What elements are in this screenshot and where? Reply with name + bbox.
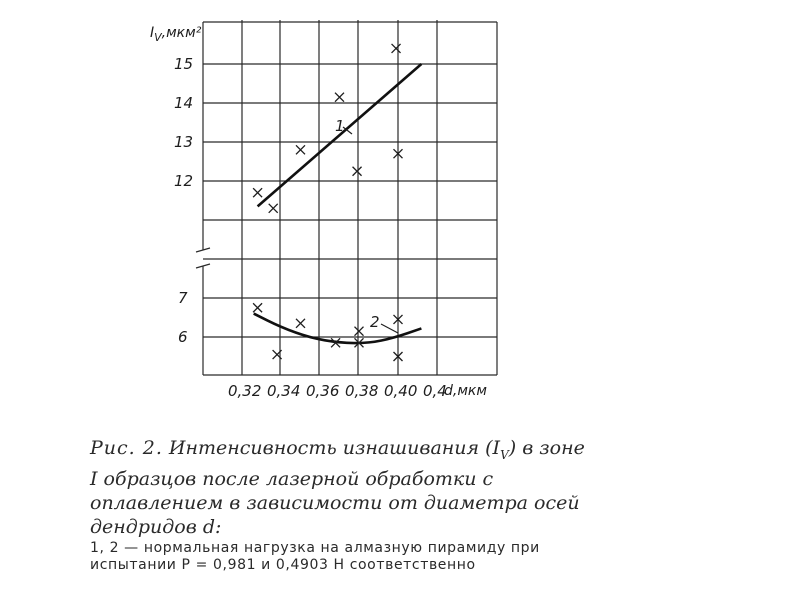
caption-text: Интенсивность изнашивания (I — [168, 437, 501, 459]
y-tick-label: 6 — [178, 328, 188, 346]
series-1-label: 1 — [335, 117, 345, 135]
x-tick-label: 0,40 — [384, 382, 418, 400]
data-point-marker — [335, 93, 344, 102]
data-point-marker — [269, 204, 278, 213]
series-2-leader — [381, 324, 398, 333]
caption-figure-number: Рис. 2. — [90, 437, 163, 459]
data-point-marker — [253, 303, 262, 312]
x-tick-label: 0,38 — [345, 382, 379, 400]
y-tick-label: 13 — [174, 133, 194, 151]
data-point-marker — [253, 188, 262, 197]
y-axis-label: $I_V,мкм^2$ — [150, 25, 202, 44]
y-tick-label: 7 — [178, 289, 188, 307]
series-2-label: 2 — [370, 313, 380, 331]
x-tick-label: 0,4 — [423, 382, 447, 400]
figure-caption-note: 1, 2 — нормальная нагрузка на алмазную пирамиду при испытании P = 0,981 и 0,4903 Н соответственно — [90, 540, 540, 573]
x-tick-label: 0,36 — [306, 382, 340, 400]
series-1-trend-line — [258, 64, 422, 206]
data-point-marker — [353, 167, 362, 176]
x-tick-label: 0,32 — [228, 382, 262, 400]
data-point-marker — [392, 44, 401, 53]
data-point-marker — [296, 145, 305, 154]
x-tick-label: 0,34 — [267, 382, 301, 400]
figure-caption — [90, 436, 590, 539]
y-tick-label: 15 — [174, 55, 194, 73]
x-axis-label: d,мкм — [444, 383, 487, 399]
chart-grid — [196, 20, 497, 375]
data-point-marker — [296, 319, 305, 328]
y-tick-label: 14 — [174, 94, 194, 112]
y-tick-labels — [174, 55, 193, 346]
caption-text-continued: ) в зоне I образцов после лазерной обработки с оплавлением в зависимости от диаметра осей дендридов d: — [90, 437, 585, 538]
x-tick-labels — [228, 382, 447, 400]
y-tick-label: 12 — [174, 172, 194, 190]
data-point-marker — [355, 327, 364, 336]
caption-subscript: V — [500, 447, 509, 462]
